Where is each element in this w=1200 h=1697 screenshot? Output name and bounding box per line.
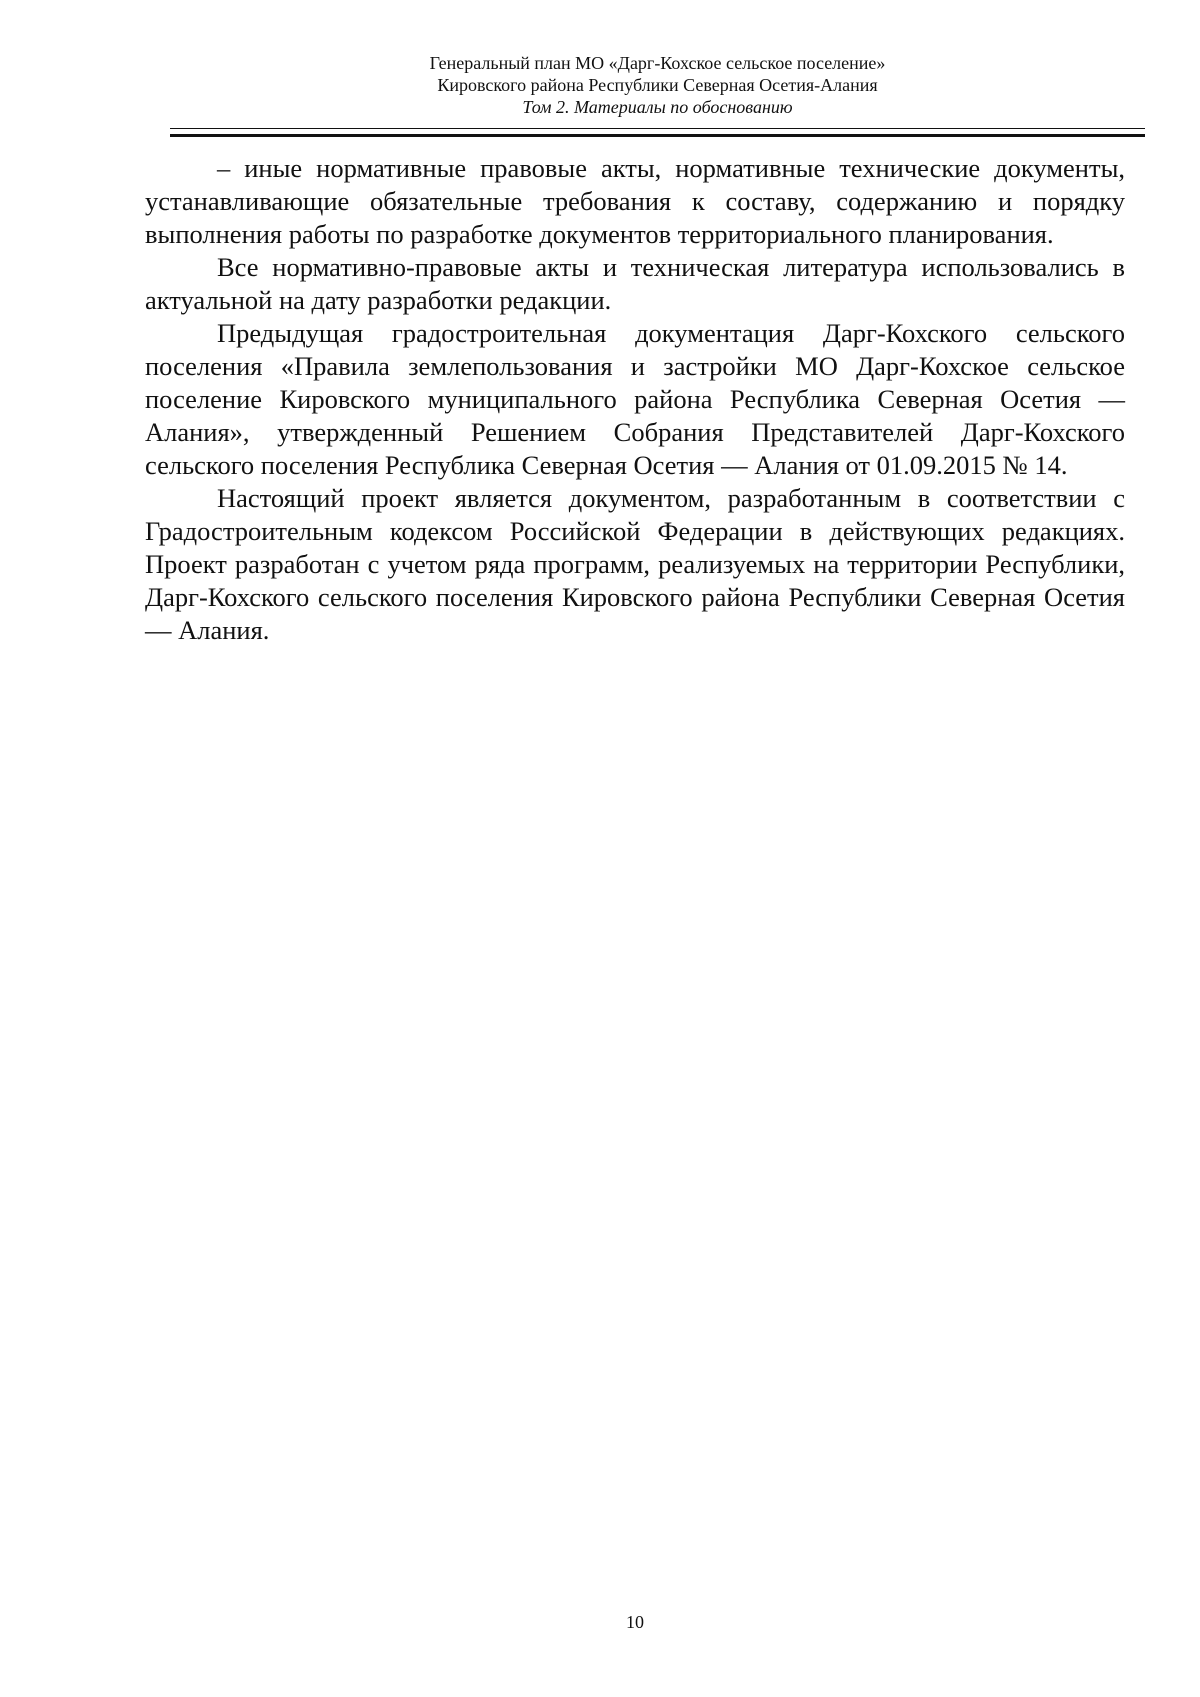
- document-body: [145, 152, 1125, 647]
- running-header: [170, 52, 1145, 118]
- paragraph-previous-documentation: Предыдущая градостроительная документация Дарг-Кохского сельского поселения «Правила землепользования и застройки МО Дарг-Кохское сельское поселение Кировского муниципального района Республика Северная Осетия — Алания», утвержденный Решением Собрания Представителей Дарг-Кохского сельского поселения Республика Северная Осетия — Алания от 01.09.2015 № 14.: [145, 318, 1125, 480]
- paragraph-literature: Все нормативно-правовые акты и техническая литература использовались в актуальной на дату разработки редакции.: [145, 252, 1125, 315]
- header-divider: [170, 128, 1145, 137]
- page-number: 10: [626, 1612, 644, 1632]
- header-title-line: Генеральный план МО «Дарг-Кохское сельское поселение»: [429, 53, 886, 73]
- paragraph-current-project: Настоящий проект является документом, разработанным в соответствии с Градостроительным кодексом Российской Федерации в действующих редакциях. Проект разработан с учетом ряда программ, реализуемых на территории Республики, Дарг-Кохского сельского поселения Кировского района Республики Северная Осетия — Алания.: [145, 483, 1125, 645]
- header-volume-line: Том 2. Материалы по обоснованию: [522, 97, 793, 117]
- paragraph-normative-acts: – иные нормативные правовые акты, нормативные технические документы, устанавливающие обязательные требования к составу, содержанию и порядку выполнения работы по разработке документов территориального планирования.: [145, 153, 1125, 249]
- header-region-line: Кировского района Республики Северная Осетия-Алания: [437, 75, 878, 95]
